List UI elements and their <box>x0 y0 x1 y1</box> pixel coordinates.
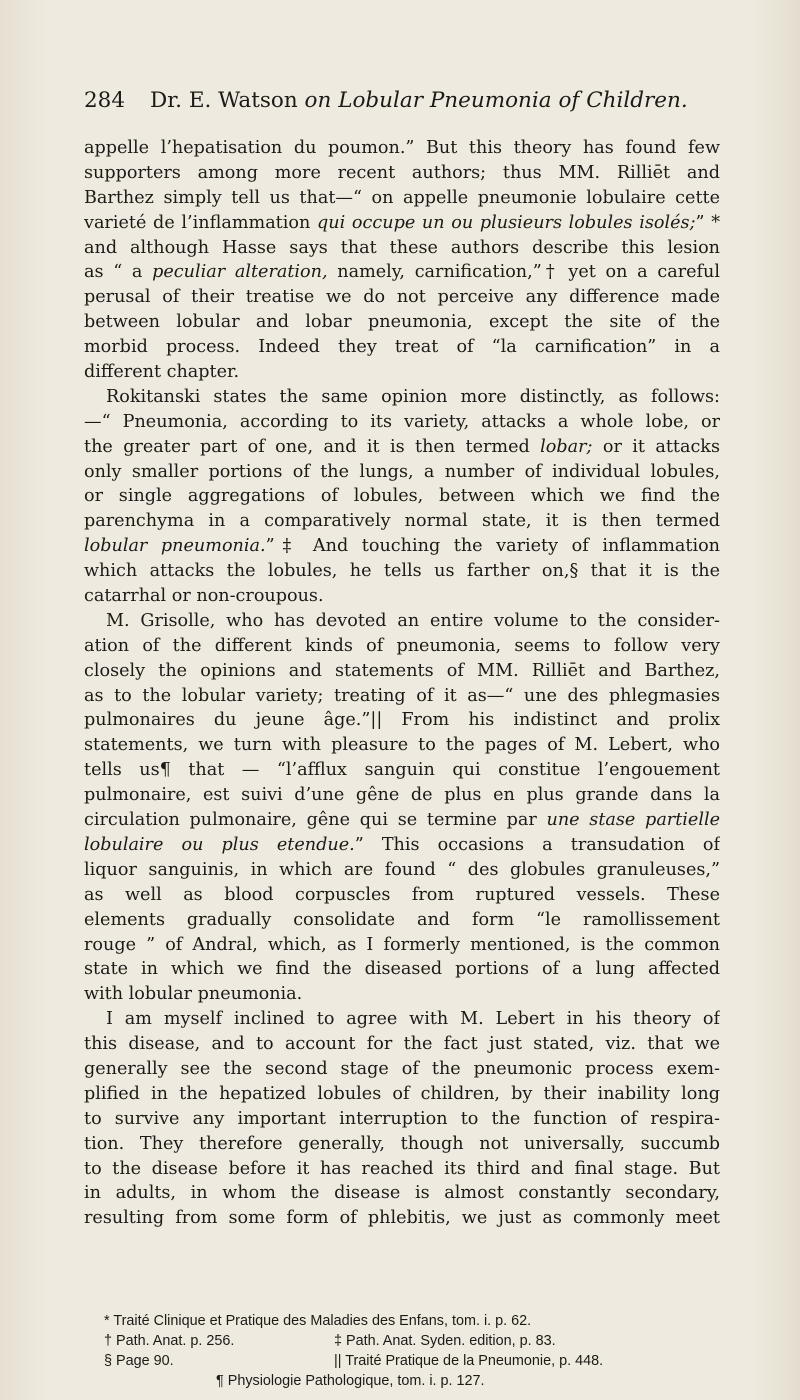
footnote-row <box>104 1351 720 1371</box>
footnote: ¶ Physiologie Pathologique, tom. i. p. 127. <box>216 1373 485 1389</box>
text-line: catarrhal or non-croupous. <box>84 586 324 607</box>
text-line: pulmonaire, est suivi d’une gêne de plus en plus grande dans la <box>84 785 720 806</box>
text-line: parenchyma in a comparatively normal state, it is then termed <box>84 511 720 532</box>
text-line: supporters among more recent authors; thus MM. Rilliēt and <box>84 162 720 183</box>
text-line: state in which we find the diseased portions of a lung affected <box>84 959 720 980</box>
text-line: closely the opinions and statements of MM. Rilliēt and Barthez, <box>84 660 720 681</box>
text-line: tells us¶ that — “l’afflux sanguin qui constitue l’engouement <box>84 760 720 781</box>
text-line: the greater part of one, and it is then termed lobar; or it attacks <box>84 436 720 457</box>
footnote: || Traité Pratique de la Pneumonie, p. 448. <box>334 1353 604 1369</box>
text-line: generally see the second stage of the pneumonic process exem- <box>84 1058 720 1079</box>
text-line: Barthez simply tell us that—“ on appelle pneumonie lobulaire cette <box>84 187 720 208</box>
text-line: lobulaire ou plus etendue.” This occasions a transudation of <box>84 834 720 855</box>
text-line: M. Grisolle, who has devoted an entire volume to the consider- <box>106 610 720 631</box>
text-line: or single aggregations of lobules, between which we find the <box>84 486 720 507</box>
text-line: elements gradually consolidate and form “le ramollissement <box>84 909 720 930</box>
text-line: varieté de l’inflammation qui occupe un ou plusieurs lobules isolés;” * <box>84 212 720 233</box>
author-name: Dr. E. Watson <box>150 88 298 113</box>
footnote-row <box>104 1331 720 1351</box>
text-line: only smaller portions of the lungs, a number of individual lobules, <box>84 461 720 482</box>
text-line: with lobular pneumonia. <box>84 984 303 1005</box>
running-title: Dr. E. Watson on Lobular Pneumonia of Children. <box>150 88 688 113</box>
text-line: resulting from some form of phlebitis, we just as commonly meet <box>84 1208 720 1229</box>
text-line: to survive any important interruption to the function of respira- <box>84 1108 720 1129</box>
footnote: † Path. Anat. p. 256. <box>104 1333 235 1349</box>
text-line: Rokitanski states the same opinion more distinctly, as follows: <box>106 386 720 407</box>
text-line: to the disease before it has reached its third and final stage. But <box>84 1158 720 1179</box>
text-line: between lobular and lobar pneumonia, except the site of the <box>84 312 720 333</box>
text-line: in adults, in whom the disease is almost constantly secondary, <box>84 1183 720 1204</box>
footnotes <box>104 1311 720 1391</box>
text-line: as well as blood corpuscles from ruptured vessels. These <box>84 884 720 905</box>
text-line: morbid process. Indeed they treat of “la carnification” in a <box>84 337 720 358</box>
text-line: lobular pneumonia.”‡ And touching the variety of inflammation <box>84 536 720 557</box>
text-line: rouge ” of Andral, which, as I formerly mentioned, is the common <box>84 934 720 955</box>
text-line: perusal of their treatise we do not perceive any difference made <box>84 287 720 308</box>
running-header <box>84 88 724 124</box>
text-line: as “ a peculiar alteration, namely, carnification,”† yet on a careful <box>84 262 720 283</box>
text-line: liquor sanguinis, in which are found “ des globules granuleuses,” <box>84 859 720 880</box>
text-line: and although Hasse says that these authors describe this lesion <box>84 237 720 258</box>
text-line: pulmonaires du jeune âge.”|| From his indistinct and prolix <box>84 710 720 731</box>
text-line: —“ Pneumonia, according to its variety, attacks a whole lobe, or <box>84 411 720 432</box>
text-line: statements, we turn with pleasure to the pages of M. Lebert, who <box>84 735 720 756</box>
text-line: appelle l’hepatisation du poumon.” But this theory has found few <box>84 138 720 158</box>
footnote: ‡ Path. Anat. Syden. edition, p. 83. <box>334 1333 556 1349</box>
body-text <box>84 136 720 1231</box>
page-number: 284 <box>84 88 126 113</box>
text-line: plified in the hepatized lobules of children, by their inability long <box>84 1083 720 1104</box>
text-line: as to the lobular variety; treating of it as—“ une des phlegmasies <box>84 685 720 706</box>
footnote: § Page 90. <box>104 1353 174 1369</box>
text-line: different chapter. <box>84 362 240 383</box>
text-line: circulation pulmonaire, gêne qui se termine par une stase partielle <box>84 810 720 831</box>
text-line: this disease, and to account for the fact just stated, viz. that we <box>84 1034 720 1055</box>
text-line: I am myself inclined to agree with M. Lebert in his theory of <box>106 1009 720 1030</box>
text-line: tion. They therefore generally, though not universally, succumb <box>84 1133 720 1154</box>
text-line: ation of the different kinds of pneumonia, seems to follow very <box>84 635 720 656</box>
footnote: * Traité Clinique et Pratique des Maladies des Enfans, tom. i. p. 62. <box>104 1313 532 1329</box>
text-line: which attacks the lobules, he tells us farther on,§ that it is the <box>84 561 720 582</box>
